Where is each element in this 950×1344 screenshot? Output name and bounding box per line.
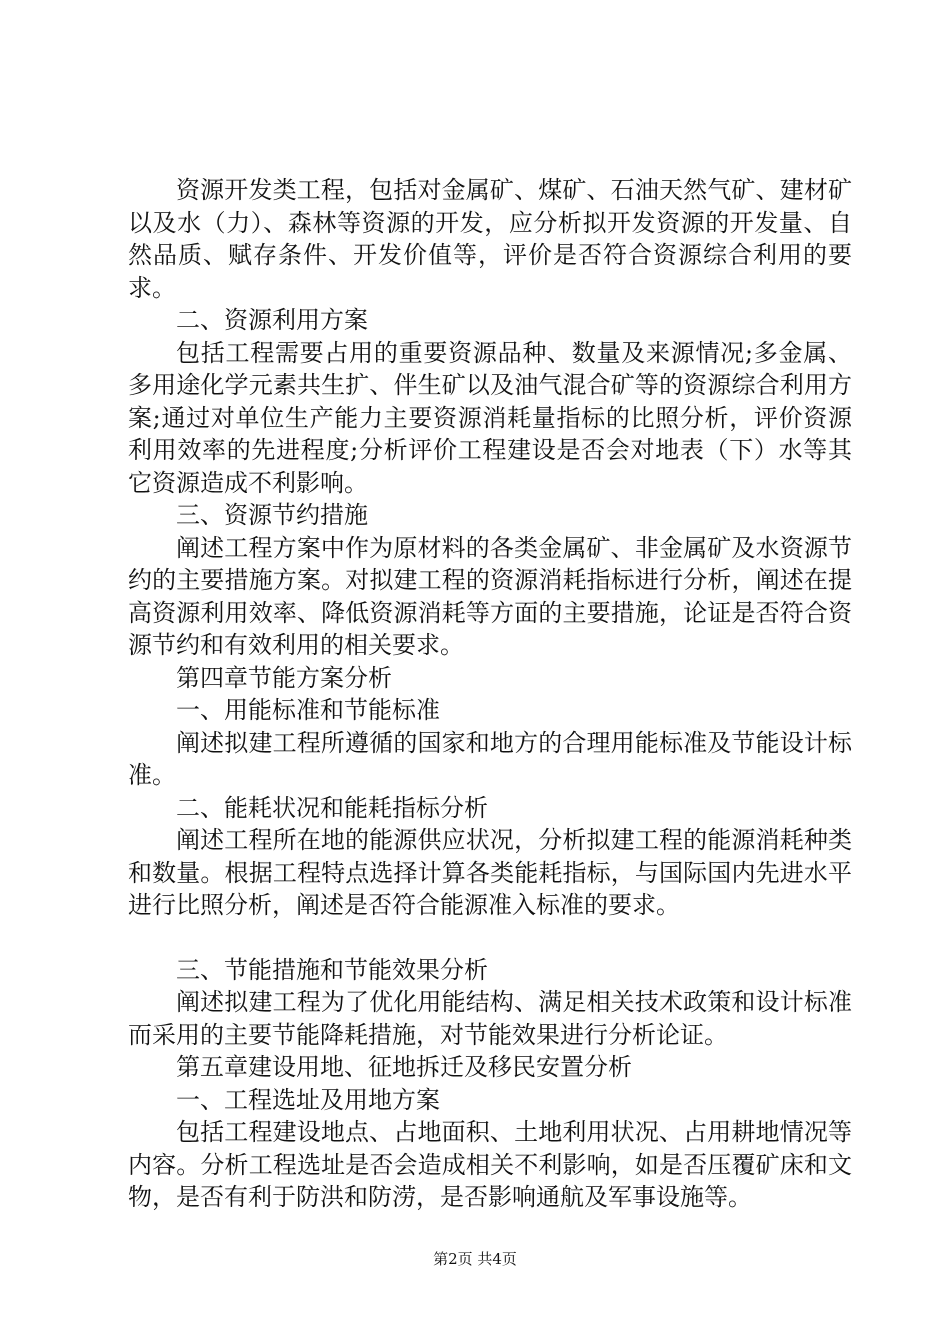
heading-site-selection: 一、工程选址及用地方案: [176, 1085, 440, 1114]
paragraph-spacer: [128, 922, 852, 954]
heading-energy-consumption: 二、能耗状况和能耗指标分析: [176, 793, 488, 822]
heading-chapter-five: 第五章建设用地、征地拆迁及移民安置分析: [176, 1053, 632, 1081]
paragraph-energy-consumption: 阐述工程所在地的能源供应状况，分析拟建工程的能源消耗种类和数量。根据工程特点选择计算各类能耗指标，与国际国内先进水平进行比照分析，阐述是否符合能源准入标准的要求。: [128, 826, 852, 919]
paragraph-energy-measures: 阐述拟建工程为了优化用能结构、满足相关技术政策和设计标准而采用的主要节能降耗措施，对节能效果进行分析论证。: [128, 988, 852, 1049]
heading-resource-utilization: 二、资源利用方案: [176, 306, 368, 334]
page-number-footer: 第2页 共4页: [433, 1250, 517, 1268]
paragraph-site-selection: 包括工程建设地点、占地面积、土地利用状况、占用耕地情况等内容。分析工程选址是否会造成相关不利影响，如是否压覆矿床和文物，是否有利于防洪和防涝，是否影响通航及军事设施等。: [128, 1118, 852, 1211]
paragraph-resource-development: 资源开发类工程，包括对金属矿、煤矿、石油天然气矿、建材矿以及水（力）、森林等资源的开发，应分析拟开发资源的开发量、自然品质、赋存条件、开发价值等，评价是否符合资源综合利用的要求。: [128, 176, 852, 302]
paragraph-resource-utilization: 包括工程需要占用的重要资源品种、数量及来源情况;多金属、多用途化学元素共生扩、伴生矿以及油气混合矿等的资源综合利用方案;通过对单位生产能力主要资源消耗量指标的比照分析，评价资源利用效率的先进程度;分析评价工程建设是否会对地表（下）水等其它资源造成不利影响。: [128, 338, 852, 497]
document-body: [128, 174, 852, 1214]
heading-energy-standards: 一、用能标准和节能标准: [176, 696, 440, 724]
paragraph-energy-standards: 阐述拟建工程所遵循的国家和地方的合理用能标准及节能设计标准。: [128, 728, 852, 789]
heading-chapter-four: 第四章节能方案分析: [176, 663, 392, 692]
heading-resource-saving: 三、资源节约措施: [176, 501, 368, 529]
paragraph-resource-saving: 阐述工程方案中作为原材料的各类金属矿、非金属矿及水资源节约的主要措施方案。对拟建工程的资源消耗指标进行分析，阐述在提高资源利用效率、降低资源消耗等方面的主要措施，论证是否符合资源节约和有效利用的相关要求。: [128, 533, 852, 659]
heading-energy-measures: 三、节能措施和节能效果分析: [176, 955, 488, 984]
